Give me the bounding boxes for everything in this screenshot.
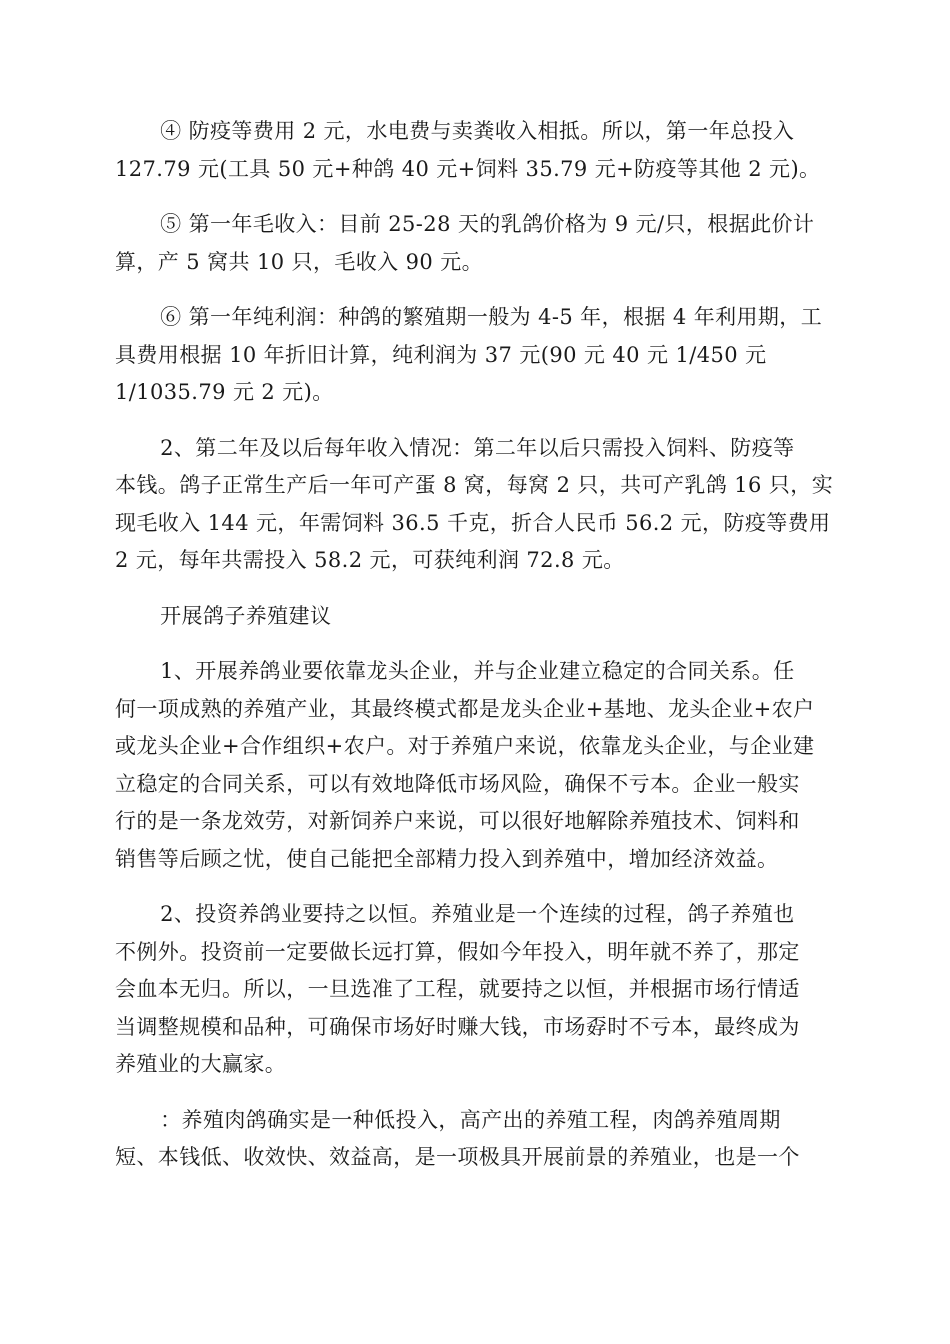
text-line: 不例外。投资前一定要做长远打算，假如今年投入，明年就不养了，那定 <box>115 939 800 964</box>
text-line: ⑥ 第一年纯利润：种鸽的繁殖期一般为 4-5 年，根据 4 年利用期，工 <box>160 305 823 329</box>
text-line: 立稳定的合同关系，可以有效地降低市场风险，确保不亏本。企业一般实 <box>115 771 800 796</box>
paragraph-conclusion <box>115 1102 840 1177</box>
text-line: 何一项成熟的养殖产业，其最终模式都是龙头企业+基地、龙头企业+农户 <box>115 696 815 721</box>
document-body <box>115 113 840 1195</box>
text-line: 养殖业的大赢家。 <box>115 1052 287 1076</box>
text-line: 具费用根据 10 年折旧计算，纯利润为 37 元(90 元 40 元 1/450 元 <box>115 342 767 367</box>
paragraph-persistence <box>115 896 840 1084</box>
text-line: 2 元，每年共需投入 58.2 元，可获纯利润 72.8 元。 <box>115 548 625 572</box>
text-line: 行的是一条龙效劳，对新饲养户来说，可以很好地解除养殖技术、饲料和 <box>115 809 800 833</box>
text-line: ⑤ 第一年毛收入：目前 25-28 天的乳鸽价格为 9 元/只，根据此价计 <box>160 212 815 236</box>
text-line: 1、开展养鸽业要依靠龙头企业，并与企业建立稳定的合同关系。任 <box>160 659 795 683</box>
text-line: ④ 防疫等费用 2 元，水电费与卖粪收入相抵。所以，第一年总投入 <box>160 119 795 143</box>
paragraph-epidemic-cost <box>115 113 840 188</box>
text-line: 或龙头企业+合作组织+农户。对于养殖户来说，依靠龙头企业，与企业建 <box>115 734 815 758</box>
text-line: 127.79 元(工具 50 元+种鸽 40 元+饲料 35.79 元+防疫等其他 2 元)。 <box>115 156 821 181</box>
text-line: 短、本钱低、收效快、效益高，是一项极具开展前景的养殖业，也是一个 <box>115 1145 800 1169</box>
text-line: 算，产 5 窝共 10 只，毛收入 90 元。 <box>115 249 484 274</box>
text-line: 销售等后顾之忧，使自己能把全部精力投入到养殖中，增加经济效益。 <box>115 846 779 871</box>
text-line: 2、投资养鸽业要持之以恒。养殖业是一个连续的过程，鸽子养殖也 <box>160 902 795 926</box>
text-line: ：养殖肉鸽确实是一种低投入，高产出的养殖工程，肉鸽养殖周期 <box>160 1107 781 1132</box>
heading-text: 开展鸽子养殖建议 <box>160 603 332 628</box>
text-line: 本钱。鸽子正常生产后一年可产蛋 8 窝，每窝 2 只，共可产乳鸽 16 只，实 <box>115 473 834 497</box>
paragraph-gross-income <box>115 206 840 281</box>
text-line: 2、第二年及以后每年收入情况：第二年以后只需投入饲料、防疫等 <box>160 435 795 460</box>
text-line: 当调整规模和品种，可确保市场好时赚大钱，市场孬时不亏本，最终成为 <box>115 1014 800 1039</box>
text-line: 会血本无归。所以，一旦选准了工程，就要持之以恒，并根据市场行情适 <box>115 977 800 1001</box>
paragraph-rely-on-leading-enterprise <box>115 653 840 878</box>
section-heading <box>115 598 840 636</box>
paragraph-second-year-income <box>115 430 840 580</box>
paragraph-net-profit <box>115 299 840 412</box>
text-line: 现毛收入 144 元，年需饲料 36.5 千克，折合人民币 56.2 元，防疫等费用 <box>115 510 831 535</box>
text-line: 1/1035.79 元 2 元)。 <box>115 380 334 404</box>
